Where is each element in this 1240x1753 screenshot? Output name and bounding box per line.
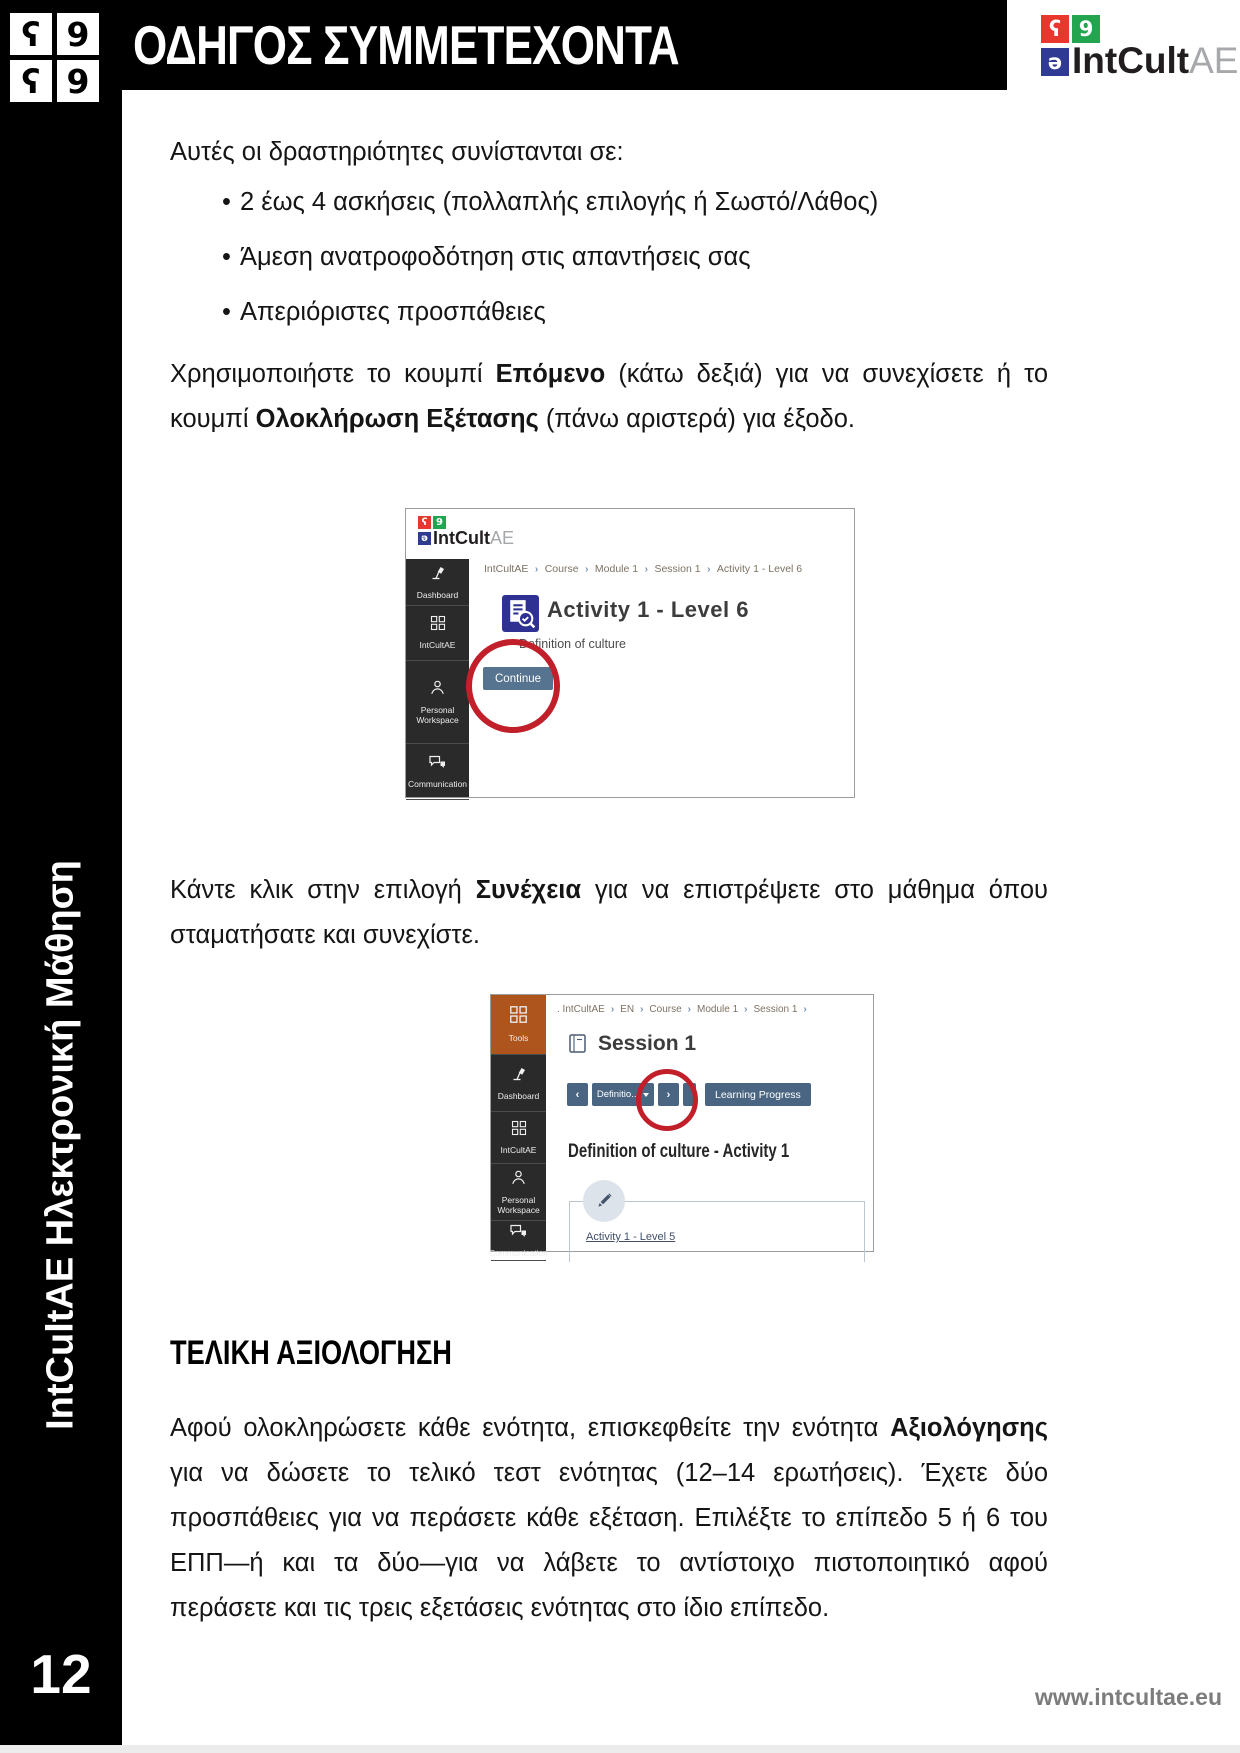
logo-tile-glyph: 9 [57,13,99,55]
chevron-separator-icon: › [610,1004,615,1015]
breadcrumb-item[interactable]: Activity 1 - Level 6 [716,563,803,575]
activity-title: Activity 1 - Level 6 [547,597,749,622]
sidebar-item-tools[interactable]: Tools [491,995,546,1055]
logo-wordmark: IntCultAE [1072,40,1239,81]
bullet-marker: • [222,298,231,326]
red-circle-annotation [636,1069,698,1131]
paragraph-next-button: Χρησιμοποιήστε το κουμπί Επόμενο (κάτω δεξιά) για να συνεχίσετε ή το κουμπί Ολοκλήρωση Εξέτασης (πάνω αριστερά) για έξοδο. [170,360,1049,433]
logo-text-row [418,528,514,548]
person-icon [510,1169,527,1191]
sidebar-item-intcultae[interactable]: IntCultAE [491,1112,546,1164]
bullet-marker: • [222,243,231,271]
person-icon [429,679,446,701]
sidebar-item-dashboard[interactable]: Dashboard [491,1055,546,1112]
chevron-separator-icon: › [534,563,539,575]
bullet-marker: • [222,188,231,216]
sidebar-item-communication[interactable]: Communication [491,1221,546,1261]
logo-text-row [1041,40,1239,81]
logo-tile-glyph: ʕ [10,13,52,55]
breadcrumb-item[interactable]: Module 1 [594,563,639,575]
app-sidebar [488,995,549,1258]
screenshot-activity-page [405,508,855,798]
page-bottom-strip [0,1745,1240,1753]
logo-tile-glyph: ʕ [10,60,52,102]
logo-green-square: 9 [433,516,446,529]
session-book-icon [568,1033,587,1059]
chevron-separator-icon: › [803,1004,807,1015]
intcultae-logo [1041,15,1239,81]
intcultae-logo-small [418,516,514,548]
grid-tiles-icon [511,1120,527,1141]
sidebar-item-personal-workspace[interactable]: Personal Workspace [406,661,469,744]
learning-progress-button[interactable]: Learning Progress [705,1083,811,1106]
chat-bubbles-icon [428,754,447,775]
logo-wordmark: IntCultAE [433,528,514,548]
bullet-item: • Άμεση ανατροφοδότηση στις απαντήσεις σας [222,243,751,271]
breadcrumb [557,1004,807,1015]
sidebar-item-dashboard[interactable]: Dashboard [406,559,469,606]
final-paragraph: Αφού ολοκληρώσετε κάθε ενότητα, επισκεφθείτε την ενότητα Αξιολόγησης για να δώσετε το τελικό τεστ ενότητας (12–14 ερωτήσεις). Έχετε δύο προσπάθειες για να περάσετε κάθε εξέταση. Επιλέξτε το επίπεδο 5 ή 6 του ΕΠΠ—ή και τα δύο—για να λάβετε το αντίστοιχο πιστοποιητικό αφού περάσετε και τις τρεις εξετάσεις ενότητας στο ίδιο επίπεδο. [170,1414,1048,1622]
chat-bubbles-icon [509,1223,528,1244]
breadcrumb-item[interactable]: Module 1 [697,1004,739,1015]
chevron-separator-icon: › [707,563,711,575]
chevron-separator-icon: › [644,563,648,575]
grid-tiles-icon [430,615,446,636]
content-heading: Definition of culture - Activity 1 [568,1141,790,1162]
breadcrumb [484,563,802,575]
breadcrumb-item[interactable]: Course [544,563,579,575]
section-heading: ΤΕΛΙΚΗ ΑΞΙΟΛΟΓΗΣΗ [170,1334,452,1372]
breadcrumb-item[interactable]: Session 1 [654,563,701,575]
chevron-separator-icon: › [744,1004,748,1015]
logo-red-square: ʕ [1041,15,1069,43]
sidebar-vertical-title: IntCultAE Ηλεκτρονική Μάθηση [39,860,82,1430]
logo-squares-row [1041,15,1238,43]
logo-red-square: ʕ [418,516,431,529]
session-title: Session 1 [598,1032,697,1055]
pencil-icon [583,1180,625,1222]
previous-button[interactable]: ‹ [567,1083,588,1106]
dashboard-lamp-icon [429,564,446,586]
logo-blue-square: ə [418,532,431,545]
logo-green-square: 9 [1072,15,1100,43]
activity-test-icon [502,595,539,632]
chevron-separator-icon: › [585,563,589,575]
chevron-separator-icon: › [687,1004,691,1015]
breadcrumb-item[interactable]: EN [620,1004,635,1015]
activity-level-link[interactable]: Activity 1 - Level 5 [586,1231,676,1243]
logo-tile-glyph: 9 [57,60,99,102]
app-sidebar [406,559,469,797]
tools-grid-icon [509,1005,528,1029]
breadcrumb-item[interactable]: Course [649,1004,682,1015]
bullet-item: • Απεριόριστες προσπάθειες [222,298,546,326]
breadcrumb-item[interactable]: IntCultAE [484,563,529,575]
next-button[interactable]: › [658,1083,679,1106]
sidebar-item-intcultae[interactable]: IntCultAE [406,606,469,661]
dashboard-lamp-icon [510,1065,527,1087]
breadcrumb-item[interactable]: Session 1 [753,1004,798,1015]
chapter-dropdown[interactable]: Definitio... [592,1083,654,1106]
logo-blue-square: ə [1041,48,1069,76]
sidebar-item-personal-workspace[interactable]: Personal Workspace [491,1164,546,1221]
red-circle-annotation [466,639,560,733]
page-title: ΟΔΗΓΟΣ ΣΥΜΜΕΤΕΧΟΝΤΑ [133,14,679,76]
chevron-separator-icon: › [640,1004,644,1015]
paragraph-continue: Κάντε κλικ στην επιλογή Συνέχεια για να επιστρέψετε στο μάθημα όπου σταματήσατε και συνεχίστε. [170,876,1048,949]
activity-subtitle: Definition of culture [519,637,627,651]
continue-button[interactable]: Continue [483,667,553,690]
intcultae-tiles-logo [10,13,99,102]
screenshot-session-page [488,994,874,1258]
footer-website-link[interactable]: www.intcultae.eu [1034,1684,1222,1710]
sidebar-item-communication[interactable]: Communication [406,744,469,800]
bullet-item: • 2 έως 4 ασκήσεις (πολλαπλής επιλογής ή Σωστό/Λάθος) [222,188,879,216]
breadcrumb-item[interactable]: . IntCultAE [557,1004,605,1015]
intro-paragraph: Αυτές οι δραστηριότητες συνίστανται σε: [170,138,624,166]
page-number: 12 [30,1643,92,1705]
